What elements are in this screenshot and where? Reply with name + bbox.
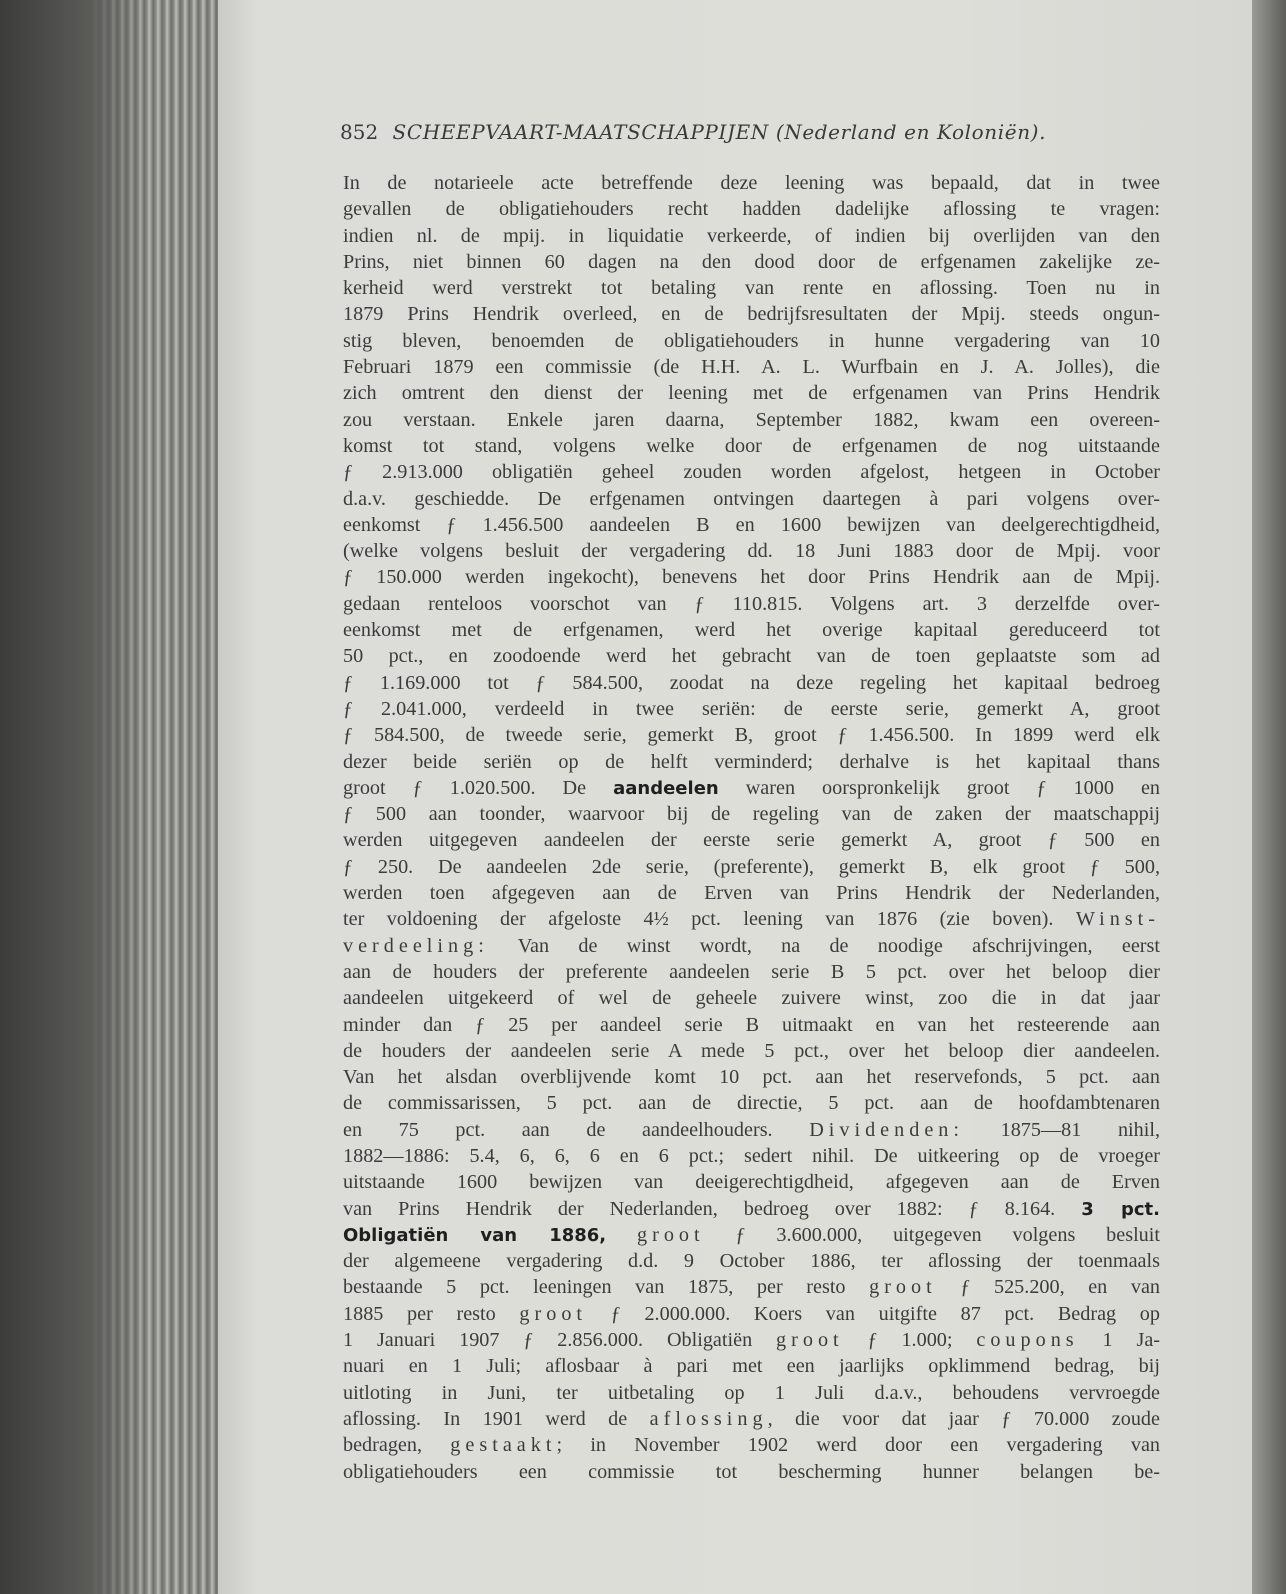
text-segment: gevallen de obligatiehouders recht hadden dadelijke aflossing te vragen: <box>343 198 1160 221</box>
text-segment: 1879 Prins Hendrik overleed, en de bedrijfsresultaten der Mpij. steeds ongun- <box>343 303 1160 326</box>
book-spine-shadow <box>0 0 150 1594</box>
text-line <box>343 1301 1160 1327</box>
text-segment: ƒ 250. De aandeelen 2de serie, (preferente), gemerkt B, elk groot ƒ 500, <box>343 855 1160 878</box>
text-segment: 1 Ja- <box>1078 1329 1161 1352</box>
text-line <box>343 328 1160 354</box>
text-line <box>343 1169 1160 1195</box>
bold-heading-text: Obligatiën van 1886, <box>343 1224 607 1246</box>
text-segment: groot ƒ 1.020.500. De <box>343 776 614 799</box>
text-segment: , die voor dat jaar ƒ 70.000 zoude <box>767 1407 1160 1430</box>
text-segment: der algemeene vergadering d.d. 9 October 1886, ter aflossing der toenmaals <box>343 1250 1160 1273</box>
text-line <box>343 301 1160 327</box>
text-line <box>343 1327 1160 1353</box>
text-segment: ter voldoening der afgeloste 4½ pct. leening van 1876 (zie boven). <box>343 908 1076 931</box>
text-segment: bedragen, <box>343 1434 451 1457</box>
spaced-emphasis-text: gestaakt <box>450 1434 557 1457</box>
text-segment: indien nl. de mpij. in liquidatie verkeerde, of indien bij overlijden van den <box>343 224 1160 247</box>
bold-heading-text: aandeelen <box>613 777 719 799</box>
text-line <box>343 1012 1160 1038</box>
text-line <box>343 1380 1160 1406</box>
running-header <box>340 120 1046 144</box>
text-line <box>343 643 1160 669</box>
text-segment: bestaande 5 pct. leeningen van 1875, per resto <box>343 1276 870 1299</box>
text-segment: Van de winst wordt, na de noodige afschrijvingen, eerst <box>488 934 1160 957</box>
text-segment: kerheid werd verstrekt tot betaling van rente en aflossing. Toen nu in <box>343 277 1160 300</box>
text-line <box>343 512 1160 538</box>
text-segment: ƒ 2.041.000, verdeeld in twee seriën: de eerste serie, gemerkt A, groot <box>343 697 1160 720</box>
text-segment: In de notarieele acte betreffende deze leening was bepaald, dat in twee <box>343 172 1160 194</box>
text-line <box>343 249 1160 275</box>
text-segment: 1882—1886: 5.4, 6, 6, 6 en 6 pct.; sedert nihil. De uitkeering op de vroeger <box>343 1144 1160 1167</box>
text-segment: ƒ 150.000 werden ingekocht), benevens het door Prins Hendrik aan de Mpij. <box>343 566 1160 589</box>
text-segment: 50 pct., en zoodoende werd het gebracht van de toen geplaatste som ad <box>343 645 1160 668</box>
text-line <box>343 1274 1160 1300</box>
text-segment: ƒ 2.913.000 obligatiën geheel zouden worden afgelost, hetgeen in October <box>343 461 1160 484</box>
text-segment: obligatiehouders een commissie tot bescherming hunner belangen be- <box>343 1460 1160 1483</box>
text-line <box>343 696 1160 722</box>
text-segment: gedaan renteloos voorschot van ƒ 110.815. Volgens art. 3 derzelfde over- <box>343 592 1160 615</box>
text-segment: 1885 per resto <box>343 1302 520 1325</box>
text-segment: ƒ 1.000; <box>843 1329 977 1352</box>
text-line <box>343 433 1160 459</box>
text-segment: Februari 1879 een commissie (de H.H. A. L. Wurfbain en J. A. Jolles), die <box>343 356 1160 379</box>
text-line <box>343 196 1160 222</box>
text-segment: aandeelen uitgekeerd of wel de geheele zuivere winst, zoo die in dat jaar <box>343 987 1160 1010</box>
text-line <box>343 749 1160 775</box>
text-line <box>343 459 1160 485</box>
text-line <box>343 1248 1160 1274</box>
text-segment: en 75 pct. aan de aandeelhouders. <box>343 1118 810 1141</box>
text-line <box>343 275 1160 301</box>
text-segment: minder dan ƒ 25 per aandeel serie B uitmaakt en van het resteerende aan <box>343 1013 1160 1036</box>
text-segment: Van het alsdan overblijvende komt 10 pct. aan het reservefonds, 5 pct. aan <box>343 1066 1160 1089</box>
spaced-emphasis-text: Dividenden: <box>809 1118 964 1141</box>
text-line <box>343 985 1160 1011</box>
text-line <box>343 933 1160 959</box>
text-segment: ƒ 2.000.000. Koers van uitgifte 87 pct. Bedrag op <box>587 1302 1160 1325</box>
text-segment: waren oorspronkelijk groot ƒ 1000 en <box>718 776 1160 799</box>
text-segment: d.a.v. geschiedde. De erfgenamen ontvingen daartegen à pari volgens over- <box>343 487 1160 510</box>
page-number: 852 <box>340 120 379 144</box>
text-segment: dezer beide seriën op de helft verminderd; derhalve is het kapitaal thans <box>343 750 1160 773</box>
text-segment: (welke volgens besluit der vergadering dd. 18 Juni 1883 door de Mpij. voor <box>343 540 1160 563</box>
text-segment: de commissarissen, 5 pct. aan de directie, 5 pct. aan de hoofdambtenaren <box>343 1092 1160 1115</box>
text-line <box>343 775 1160 801</box>
text-line <box>343 407 1160 433</box>
text-segment: ƒ 525.200, en van <box>936 1276 1161 1299</box>
text-segment: komst tot stand, volgens welke door de erfgenamen de nog uitstaande <box>343 434 1160 457</box>
text-segment: 1 Januari 1907 ƒ 2.856.000. Obligatiën <box>343 1329 777 1352</box>
book-right-edge <box>1252 0 1286 1594</box>
text-segment: aflossing. In 1901 werd de <box>343 1407 650 1430</box>
text-line <box>343 223 1160 249</box>
text-segment: 1875—81 nihil, <box>964 1118 1161 1141</box>
text-line <box>343 1459 1160 1485</box>
text-segment: eenkomst ƒ 1.456.500 aandeelen B en 1600 bewijzen van deelgerechtigdheid, <box>343 513 1160 536</box>
text-line <box>343 670 1160 696</box>
text-segment: van Prins Hendrik der Nederlanden, bedroeg over 1882: ƒ 8.164. <box>343 1197 1082 1220</box>
spaced-emphasis-text: aflossing <box>649 1407 768 1430</box>
text-line <box>343 591 1160 617</box>
text-line <box>343 354 1160 380</box>
spaced-emphasis-text: verdeeling: <box>343 934 489 957</box>
text-line <box>343 1222 1160 1248</box>
text-line <box>343 1406 1160 1432</box>
text-line <box>343 1064 1160 1090</box>
text-line <box>343 722 1160 748</box>
text-line <box>343 617 1160 643</box>
text-segment: de houders der aandeelen serie A mede 5 pct., over het beloop dier aandeelen. <box>343 1039 1160 1062</box>
body-text <box>343 170 1160 1485</box>
text-line <box>343 380 1160 406</box>
text-segment: werden toen afgegeven aan de Erven van Prins Hendrik der Nederlanden, <box>343 882 1160 905</box>
text-segment: zou verstaan. Enkele jaren daarna, September 1882, kwam een overeen- <box>343 408 1160 431</box>
spaced-emphasis-text: groot <box>776 1329 844 1352</box>
spaced-emphasis-text: groot <box>519 1302 588 1325</box>
text-line <box>343 827 1160 853</box>
text-line <box>343 801 1160 827</box>
text-line <box>343 906 1160 932</box>
text-segment: ; in November 1902 werd door een vergadering van <box>556 1434 1161 1457</box>
text-line <box>343 170 1160 196</box>
text-line <box>343 854 1160 880</box>
text-segment: uitstaande 1600 bewijzen van deeigerechtigdheid, afgegeven aan de Erven <box>343 1171 1160 1194</box>
text-segment: stig bleven, benoemden de obligatiehouders in hunne vergadering van 10 <box>343 329 1160 352</box>
text-segment: nuari en 1 Juli; aflosbaar à pari met een jaarlijks opklimmend bedrag, bij <box>343 1355 1160 1378</box>
text-line <box>343 1432 1160 1458</box>
text-line <box>343 959 1160 985</box>
text-line <box>343 538 1160 564</box>
running-title: SCHEEPVAART-MAATSCHAPPIJEN (Nederland en Koloniën). <box>392 120 1047 144</box>
spaced-emphasis-text: groot <box>637 1223 705 1246</box>
text-segment: ƒ 584.500, de tweede serie, gemerkt B, groot ƒ 1.456.500. In 1899 werd elk <box>343 724 1160 747</box>
text-line <box>343 1117 1160 1143</box>
text-segment: eenkomst met de erfgenamen, werd het overige kapitaal gereduceerd tot <box>343 619 1160 642</box>
text-line <box>343 486 1160 512</box>
text-segment: zich omtrent den dienst der leening met de erfgenamen van Prins Hendrik <box>343 382 1160 405</box>
text-line <box>343 880 1160 906</box>
text-line <box>343 1353 1160 1379</box>
text-line <box>343 1038 1160 1064</box>
text-line <box>343 1196 1160 1222</box>
bold-heading-text: 3 pct. <box>1081 1198 1160 1220</box>
text-line <box>343 1090 1160 1116</box>
text-line <box>343 1143 1160 1169</box>
spaced-emphasis-text: Winst- <box>1075 908 1160 931</box>
spaced-emphasis-text: groot <box>869 1276 937 1299</box>
text-segment: ƒ 500 aan toonder, waarvoor bij de regeling van de zaken der maatschappij <box>343 803 1160 826</box>
text-segment: ƒ 1.169.000 tot ƒ 584.500, zoodat na deze regeling het kapitaal bedroeg <box>343 671 1160 694</box>
text-segment: ƒ 3.600.000, uitgegeven volgens besluit <box>704 1223 1160 1246</box>
text-segment <box>606 1224 637 1246</box>
text-segment: Prins, niet binnen 60 dagen na den dood door de erfgenamen zakelijke ze- <box>343 250 1160 273</box>
text-segment: werden uitgegeven aandeelen der eerste serie gemerkt A, groot ƒ 500 en <box>343 829 1160 852</box>
text-segment: aan de houders der preferente aandeelen serie B 5 pct. over het beloop dier <box>343 960 1160 983</box>
text-segment: uitloting in Juni, ter uitbetaling op 1 Juli d.a.v., behoudens vervroegde <box>343 1381 1160 1404</box>
spaced-emphasis-text: coupons <box>976 1329 1079 1352</box>
text-line <box>343 564 1160 590</box>
